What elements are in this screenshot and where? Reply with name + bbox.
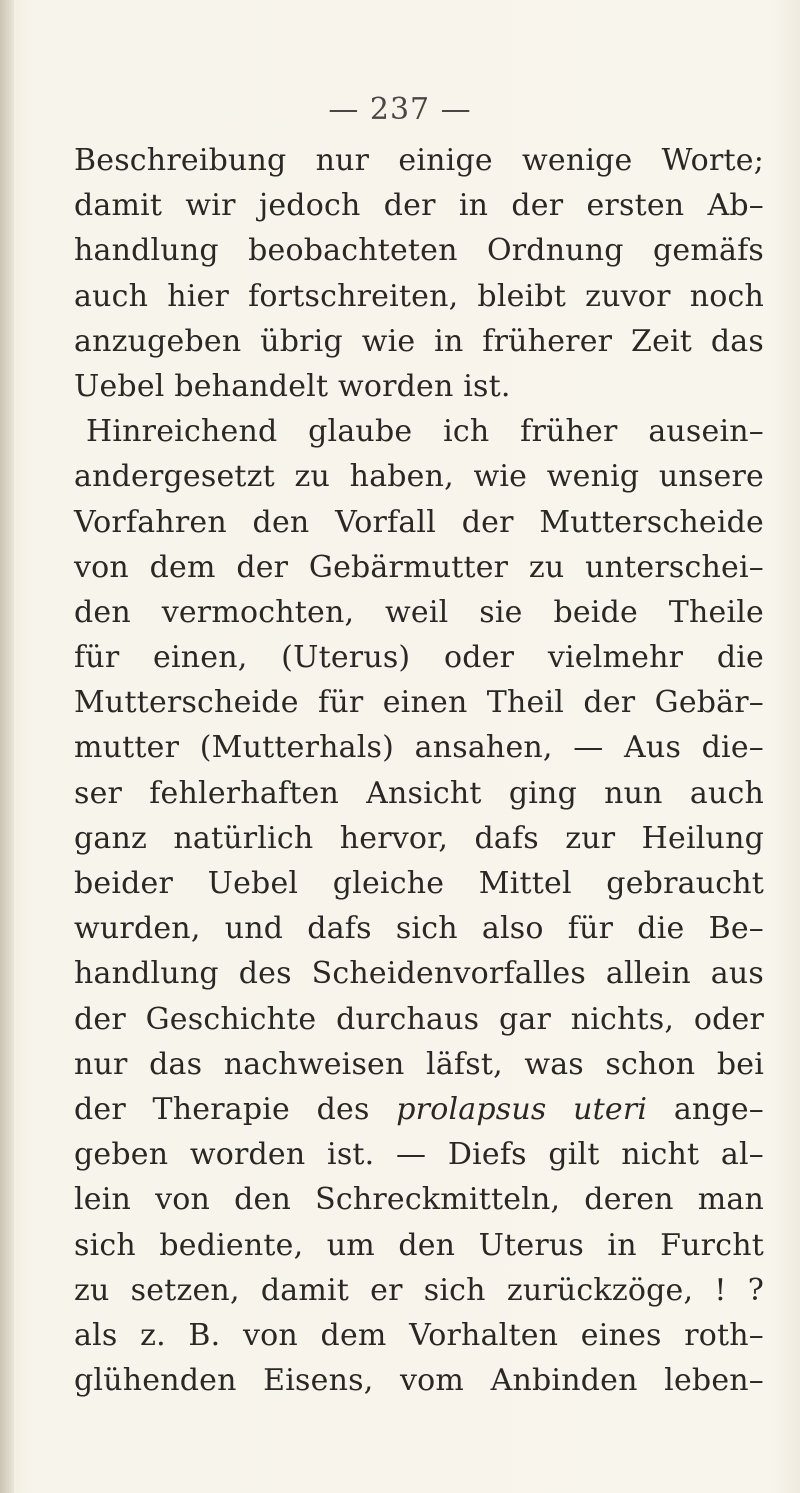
page-binding-shadow [0, 0, 14, 1493]
text-line: auch hier fortschreiten, bleibt zuvor noch [74, 278, 764, 314]
text-line: handlung des Scheidenvorfalles allein aus [74, 956, 764, 992]
text-line: Uebel behandelt worden ist. [74, 368, 511, 404]
text-line: Beschreibung nur einige wenige Worte; [74, 143, 764, 178]
text-line: lein von den Schreckmitteln, deren man [74, 1182, 764, 1218]
text-line: beider Uebel gleiche Mittel gebraucht [74, 866, 764, 901]
text-line: andergesetzt zu haben, wie wenig unsere [74, 459, 764, 495]
latin-term: prolapsus uteri [396, 1091, 648, 1127]
page-number: — 237 — [328, 92, 472, 127]
text-line: wurden, und dafs sich also für die Be– [74, 911, 764, 947]
text-line: geben worden ist. — Diefs gilt nicht al– [74, 1137, 764, 1173]
text-line: nur das nachweisen läfst, was schon bei [74, 1046, 764, 1082]
text-segment: ange– [673, 1091, 764, 1127]
text-line: glühenden Eisens, vom Anbinden leben– [74, 1363, 764, 1399]
text-line: zu setzen, damit er sich zurückzöge, ! ? [74, 1272, 764, 1308]
text-line: Hinreichend glaube ich früher ausein– [86, 414, 764, 450]
text-line: ser fehlerhaften Ansicht ging nun auch [74, 775, 764, 811]
text-line: Mutterscheide für einen Theil der Gebär– [74, 685, 764, 721]
text-line: ganz natürlich hervor, dafs zur Heilung [74, 820, 764, 856]
text-line: von dem der Gebärmutter zu unterschei– [74, 549, 764, 585]
text-line: als z. B. von dem Vorhalten eines roth– [74, 1317, 764, 1353]
text-line: für einen, (Uterus) oder vielmehr die [74, 640, 764, 676]
text-segment: der Therapie des [74, 1091, 370, 1127]
text-line-mixed [74, 1087, 764, 1132]
text-line: anzugeben übrig wie in früherer Zeit das [74, 323, 764, 359]
text-line: mutter (Mutterhals) ansahen, — Aus die– [74, 730, 764, 766]
text-line: Vorfahren den Vorfall der Mutterscheide [74, 504, 764, 540]
text-line: der Geschichte durchaus gar nichts, oder [74, 1001, 764, 1037]
body-text [74, 138, 764, 1403]
text-line: handlung beobachteten Ordnung gemäfs [74, 233, 764, 269]
text-line: den vermochten, weil sie beide Theile [74, 594, 764, 630]
text-line: sich bediente, um den Uterus in Furcht [74, 1227, 764, 1263]
text-line: damit wir jedoch der in der ersten Ab– [74, 188, 764, 224]
